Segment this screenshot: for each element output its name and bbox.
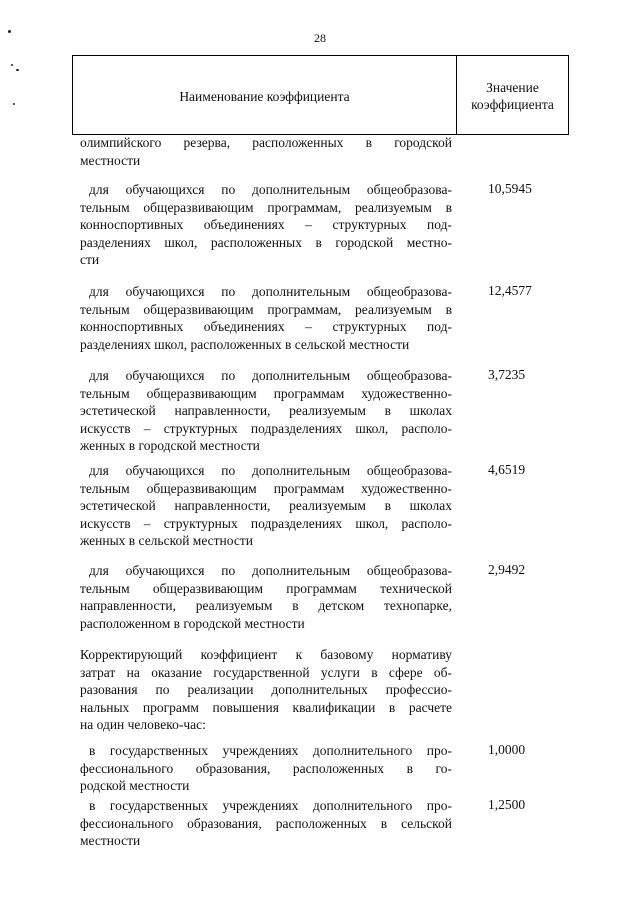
text-line: тельным общеразвивающим программам художественно-: [80, 385, 452, 401]
coefficient-value: 12,4577: [488, 283, 532, 298]
scan-speck: [13, 103, 15, 105]
text-line: на один человеко-час:: [80, 717, 206, 733]
scan-speck: [16, 69, 19, 71]
text-line: разделениях школ, расположенных в сельской местности: [80, 336, 410, 352]
text-line: затрат на оказание государственной услуги в сфере об-: [80, 664, 452, 680]
text-line: для обучающихся по дополнительным общеобразова-: [89, 463, 452, 478]
coefficient-value: 2,9492: [488, 562, 526, 577]
table-header: [72, 55, 569, 135]
text-line: фессионального образования, расположенных в сельской: [80, 815, 452, 831]
text-line: направленности, реализуемым в детском технопарке,: [80, 598, 452, 614]
text-line: искусств – структурных подразделениях школ, располо-: [80, 420, 452, 436]
text-line: местности: [80, 152, 141, 168]
text-line: конноспортивных объединениях – структурных под-: [80, 217, 452, 233]
text-line: эстетической направленности, реализуемым в школах: [80, 403, 452, 419]
coefficient-value: 1,0000: [488, 742, 526, 757]
scan-speck: [11, 64, 13, 66]
coefficient-description: [80, 646, 452, 734]
text-line: конноспортивных объединениях – структурных под-: [80, 319, 452, 335]
text-line: для обучающихся по дополнительным общеобразова-: [89, 563, 452, 578]
header-value-line-1: Значение: [486, 80, 539, 95]
text-line: олимпийского резерва, расположенных в городской: [80, 135, 452, 150]
text-line: для обучающихся по дополнительным общеобразова-: [89, 284, 452, 299]
coefficient-description: [80, 797, 452, 850]
text-line: разования по реализации дополнительных профессио-: [80, 682, 452, 698]
coefficient-description: [80, 367, 452, 455]
text-line: тельным общеразвивающим программам, реализуемым в: [80, 301, 452, 317]
text-line: тельным общеразвивающим программам технической: [80, 580, 452, 596]
coefficient-description: [80, 134, 452, 169]
coefficient-description: [80, 742, 452, 795]
text-line: расположенном в городской местности: [80, 615, 305, 631]
text-line: в государственных учреждениях дополнительного про-: [89, 798, 452, 813]
coefficient-value: 4,6519: [488, 462, 526, 477]
text-line: для обучающихся по дополнительным общеобразова-: [89, 182, 452, 197]
text-line: искусств – структурных подразделениях школ, располо-: [80, 515, 452, 531]
coefficient-value: 3,7235: [488, 367, 526, 382]
header-name-column: Наименование коэффициента: [179, 89, 350, 104]
text-line: родской местности: [80, 778, 190, 794]
text-line: эстетической направленности, реализуемым в школах: [80, 498, 452, 514]
text-line: разделениях школ, расположенных в городской местно-: [80, 234, 452, 250]
coefficient-value: 10,5945: [488, 181, 532, 196]
text-line: женных в сельской местности: [80, 533, 253, 549]
text-line: нальных программ повышения квалификации в расчете: [80, 699, 452, 715]
coefficient-description: [80, 283, 452, 353]
text-line: местности: [80, 833, 141, 849]
coefficient-description: [80, 181, 452, 269]
text-line: в государственных учреждениях дополнительного про-: [89, 743, 452, 758]
text-line: женных в городской местности: [80, 438, 260, 454]
text-line: тельным общеразвивающим программам художественно-: [80, 480, 452, 496]
text-line: для обучающихся по дополнительным общеобразова-: [89, 368, 452, 383]
header-value-line-2: коэффициента: [471, 97, 554, 112]
text-line: Корректирующий коэффициент к базовому нормативу: [80, 647, 452, 662]
header-value-column: [457, 56, 568, 134]
text-line: сти: [80, 252, 100, 268]
page-number: 28: [314, 31, 326, 45]
text-line: тельным общеразвивающим программам, реализуемым в: [80, 199, 452, 215]
coefficient-description: [80, 562, 452, 632]
text-line: фессионального образования, расположенных в го-: [80, 760, 452, 776]
coefficient-value: 1,2500: [488, 797, 526, 812]
coefficient-description: [80, 462, 452, 550]
